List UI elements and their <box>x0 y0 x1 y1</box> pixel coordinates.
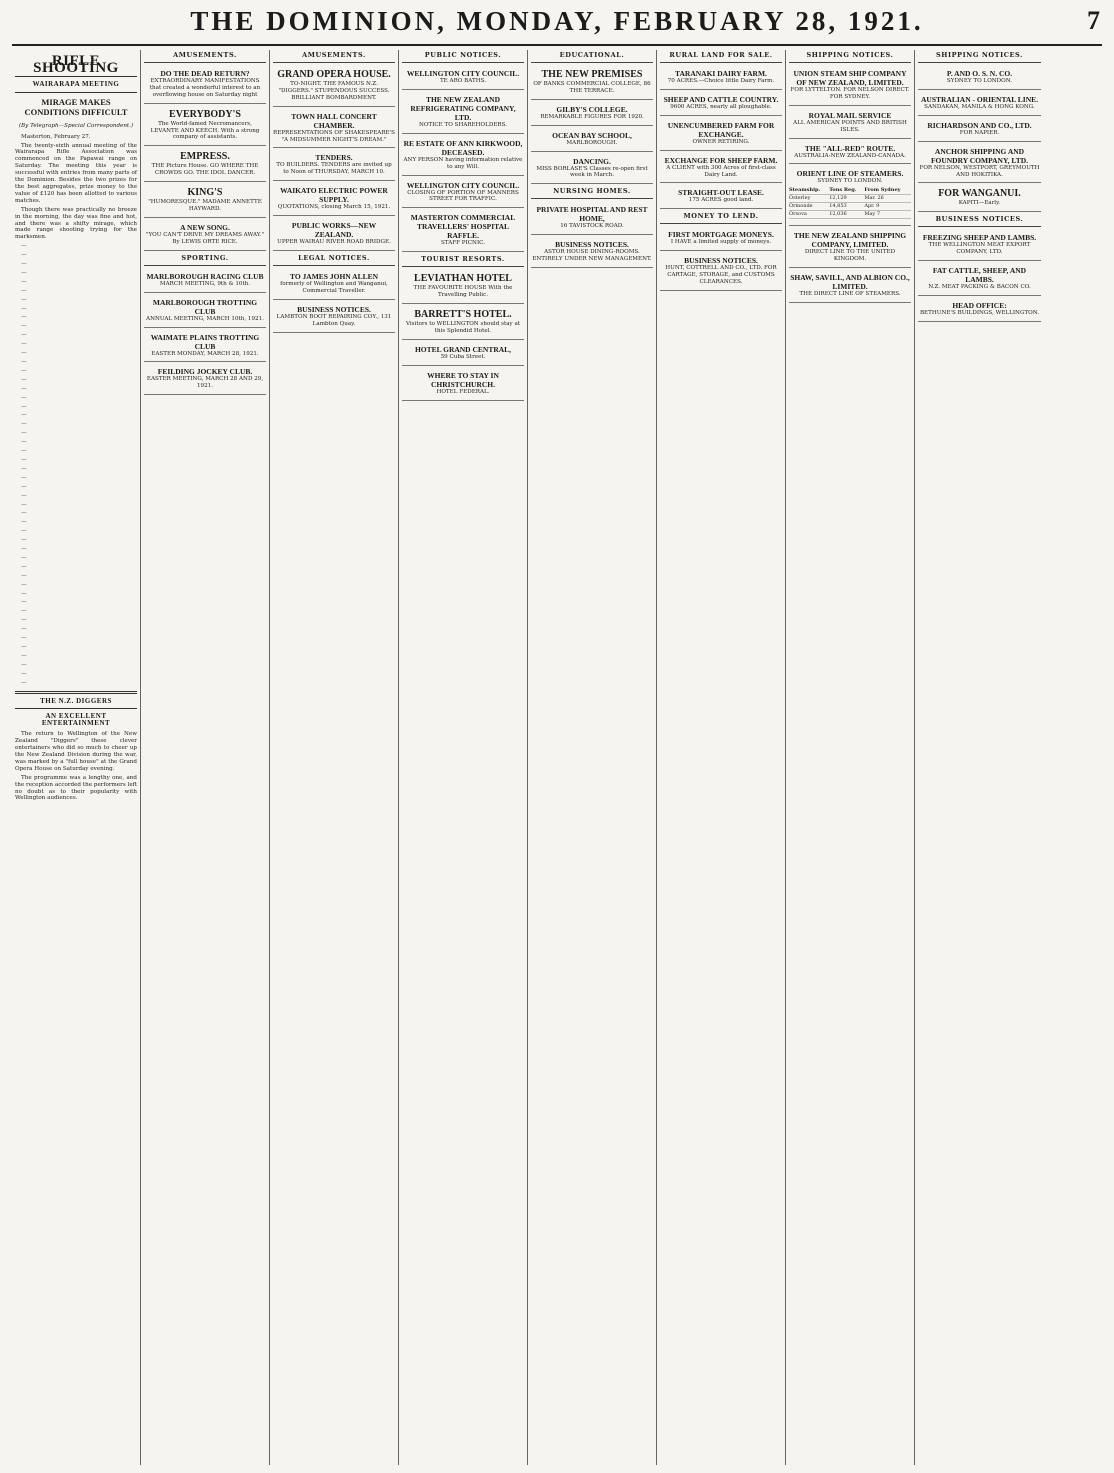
ad-body: REPRESENTATIONS OF SHAKESPEARE'S "A MIDSUMMER NIGHT'S DREAM." <box>273 129 395 143</box>
table-row: Orsova 12,036 May 7 <box>789 211 911 219</box>
ad-title: HOTEL GRAND CENTRAL, <box>414 344 512 354</box>
ad-body: FOR NELSON, WESTPORT, GREYMOUTH AND HOKITIKA. <box>919 164 1040 178</box>
advertisement <box>531 154 653 185</box>
ad-body: "YOU CAN'T DRIVE MY DREAMS AWAY." By LEWIS ORTE RICE. <box>145 231 265 245</box>
advertisement <box>402 178 524 209</box>
ad-title: BARRETT'S HOTEL. <box>414 308 512 320</box>
column-3 <box>270 50 399 1465</box>
section-heading: SHIPPING NOTICES. <box>789 50 911 63</box>
ad-title: THE NEW ZEALAND SHIPPING COMPANY, LIMITED. <box>793 230 907 249</box>
story-filler-text: — — — — — — — — — — — — — — — — — — — — — — — — — — — — — — — — — — — — — — — — — — — — — — — — — — <box>21 243 27 686</box>
section-heading: AMUSEMENTS. <box>273 50 395 63</box>
story-subhead: WAIRARAPA MEETING <box>32 79 120 88</box>
story-headline: RIFLE SHOOTING <box>33 53 119 76</box>
ad-body: EASTER MEETING, MARCH 28 AND 29, 1921. <box>146 376 264 390</box>
ad-body: 9600 ACRES, nearly all ploughable. <box>670 103 772 110</box>
ad-title: MASTERTON COMMERCIAL TRAVELLERS' HOSPITAL RAFFLE. <box>410 213 516 241</box>
section-heading: SPORTING. <box>144 253 266 266</box>
ad-title: LEVIATHAN HOTEL <box>414 273 512 285</box>
ad-body: 70 ACRES.—Choice little Dairy Farm. <box>667 77 775 84</box>
ad-body: EXTRAORDINARY MANIFESTATIONS that created a wonderful interest to an overflowing house on Saturday night <box>149 77 261 98</box>
advertisement <box>531 66 653 100</box>
ad-title: MARLBOROUGH RACING CLUB <box>146 271 264 281</box>
column-7 <box>786 50 915 1465</box>
ad-body: QUOTATIONS, closing March 15, 1921. <box>277 204 391 211</box>
ad-title: WAIMATE PLAINS TROTTING CLUB <box>150 332 260 351</box>
ad-body: NOTICE TO SHAREHOLDERS. <box>418 121 508 128</box>
ad-body: TO-NIGHT. THE FAMOUS N.Z. "DIGGERS." STUPENDOUS SUCCESS. BRILLIANT BOMBARDMENT. <box>278 80 390 101</box>
advertisement <box>273 302 395 333</box>
ad-title: FOR WANGANUI. <box>938 188 1021 200</box>
ad-body: THE FAVOURITE HOUSE With the Travelling Public. <box>413 285 513 299</box>
column-8 <box>915 50 1044 1465</box>
ad-title: WAIKATO ELECTRIC POWER SUPPLY. <box>280 186 388 205</box>
ad-title: EVERYBODY'S <box>169 108 241 120</box>
ad-title: UNENCUMBERED FARM FOR EXCHANGE. <box>667 120 775 139</box>
advertisement <box>918 230 1041 261</box>
section-heading: EDUCATIONAL. <box>531 50 653 63</box>
advertisement <box>789 270 911 303</box>
ad-body: THE WELLINGTON MEAT EXPORT COMPANY, LTD. <box>928 242 1031 256</box>
story-paragraph: The return to Wellington of the New Zealand "Diggers" these clever entertainers who did so much to cheer up the New Zealand Division during the war, was marked by a "full house" at the Grand Opera House on Saturday evening. <box>15 731 137 772</box>
ad-body: SYDNEY TO LONDON. <box>946 77 1013 84</box>
ad-title: TENDERS. <box>315 153 353 163</box>
advertisement <box>918 298 1041 322</box>
ad-body: HOTEL FEDERAL. <box>436 388 490 395</box>
ad-title: WHERE TO STAY IN CHRISTCHURCH. <box>427 370 499 389</box>
advertisement <box>144 184 266 218</box>
advertisement <box>660 227 782 251</box>
story-byline: (By Telegraph—Special Correspondent.) <box>18 122 134 129</box>
ad-title: PRIVATE HOSPITAL AND REST HOME, <box>536 205 648 224</box>
ad-title: FEILDING JOCKEY CLUB. <box>157 367 253 377</box>
ad-body: 16 TAVISTOCK ROAD. <box>560 223 624 230</box>
story-paragraph: The programme was a lengthy one, and the reception accorded the performers left no doubt as to their popularity with Wellington audiences. <box>15 774 137 802</box>
ad-body: A CLIENT with 300 Acres of first-class Dairy Land. <box>666 164 776 178</box>
advertisement <box>789 166 911 226</box>
ad-body: AUSTRALIA-NEW ZEALAND-CANADA. <box>794 152 906 159</box>
ad-body: TE ARO BATHS. <box>439 77 487 84</box>
ad-body: EASTER MONDAY, MARCH 28, 1921. <box>151 350 259 357</box>
masthead <box>12 0 1102 46</box>
ad-title: GRAND OPERA HOUSE. <box>277 68 391 80</box>
ad-title: TARANAKI DAIRY FARM. <box>675 68 767 78</box>
ad-body: 59 Cuba Street. <box>440 353 486 360</box>
advertisement <box>144 295 266 328</box>
ad-body: CLOSING OF PORTION OF MANNERS STREET FOR TRAFFIC. <box>407 189 519 203</box>
ad-body: BETHUNE'S BUILDINGS, WELLINGTON. <box>919 309 1040 316</box>
advertisement <box>402 368 524 401</box>
advertisement <box>144 148 266 182</box>
section-heading: NURSING HOMES. <box>531 186 653 199</box>
section-heading: LEGAL NOTICES. <box>273 253 395 266</box>
ad-body: FOR LYTTELTON. FOR NELSON DIRECT. FOR SYDNEY. <box>790 86 910 100</box>
advertisement <box>144 269 266 293</box>
ad-title: THE NEW PREMISES <box>541 68 643 80</box>
advertisement <box>273 269 395 300</box>
ad-body: ANNUAL MEETING, MARCH 10th, 1921. <box>146 315 264 322</box>
advertisement <box>660 253 782 291</box>
ad-title: PUBLIC WORKS—NEW ZEALAND. <box>291 221 377 240</box>
ad-body: OF BANKS COMMERCIAL COLLEGE, 86 THE TERRACE. <box>533 80 651 94</box>
advertisement <box>402 66 524 90</box>
story-deck: MIRAGE MAKES CONDITIONS DIFFICULT <box>24 96 128 117</box>
ad-title: OCEAN BAY SCHOOL, <box>552 130 632 140</box>
advertisement <box>402 342 524 366</box>
advertisement <box>144 330 266 363</box>
ad-body: THE DIRECT LINE OF STEAMERS. <box>799 290 901 297</box>
table-header: From Sydney <box>864 187 911 194</box>
ad-title: RICHARDSON AND CO., LTD. <box>927 120 1032 130</box>
table-header: Steamship. <box>789 187 829 194</box>
ad-body: THE Picture House. GO WHERE THE CROWDS GO. THE IDOL DANCER. <box>151 163 259 177</box>
advertisement <box>531 102 653 126</box>
advertisement <box>531 202 653 235</box>
advertisement <box>531 128 653 152</box>
ad-title: TO JAMES JOHN ALLEN <box>289 271 378 281</box>
ad-body: I HAVE a limited supply of moneys. <box>670 239 772 246</box>
ad-body: HUNT, COTTRELL AND CO., LTD. FOR CARTAGE, STORAGE, and CUSTOMS CLEARANCES. <box>665 265 777 285</box>
ad-title: A NEW SONG. <box>180 222 230 232</box>
advertisement <box>144 66 266 104</box>
ad-title: THE "ALL-RED" ROUTE. <box>804 143 896 153</box>
page-number: 7 <box>1087 6 1100 35</box>
ad-body: STAFF PICNIC. <box>440 240 486 247</box>
story-paragraph: Though there was practically no breeze in the morning, the day was fine and hot, and there was a shifty mirage, which made range shooting trying for the marksmen. <box>15 206 137 241</box>
advertisement <box>918 144 1041 184</box>
advertisement <box>273 150 395 181</box>
advertisement <box>918 92 1041 116</box>
newspaper-page <box>12 50 1102 1465</box>
advertisement <box>402 270 524 304</box>
ad-title: MARLBOROUGH TROTTING CLUB <box>152 297 258 316</box>
ad-title: RE ESTATE OF ANN KIRKWOOD, DECEASED. <box>403 138 523 157</box>
ad-body: MARLBOROUGH. <box>566 139 618 146</box>
ad-title: DANCING. <box>573 156 611 166</box>
ad-body: UPPER WAIRAU RIVER ROAD BRIDGE. <box>277 239 391 246</box>
ad-title: P. AND O. S. N. CO. <box>946 68 1013 78</box>
ad-title: KING'S <box>187 187 223 199</box>
ad-body: KAPITI—Early. <box>958 200 1001 207</box>
column-4 <box>399 50 528 1465</box>
ad-title: WELLINGTON CITY COUNCIL. <box>406 180 520 190</box>
ad-title: EMPRESS. <box>180 151 230 163</box>
ad-body: TO BUILDERS. TENDERS are invited up to Noon of THURSDAY, MARCH 10. <box>276 162 392 176</box>
ad-title: BUSINESS NOTICES. <box>684 256 758 266</box>
advertisement <box>273 66 395 107</box>
ad-title: DO THE DEAD RETURN? <box>160 68 250 78</box>
ad-title: WELLINGTON CITY COUNCIL. <box>406 68 520 78</box>
advertisement <box>789 228 911 268</box>
section-heading: RURAL LAND FOR SALE. <box>660 50 782 63</box>
advertisement <box>789 141 911 165</box>
ad-title: EXCHANGE FOR SHEEP FARM. <box>664 155 778 165</box>
section-heading: AMUSEMENTS. <box>144 50 266 63</box>
ad-title: GILBY'S COLLEGE. <box>556 104 628 114</box>
column-1 <box>12 50 141 1465</box>
table-header: Tons Reg. <box>829 187 864 194</box>
ad-body: N.Z. MEAT PACKING & BACON CO. <box>928 284 1031 291</box>
ad-body: MARCH MEETING, 9th & 10th. <box>159 280 251 287</box>
advertisement <box>273 183 395 216</box>
ad-title: TOWN HALL CONCERT CHAMBER. <box>291 111 377 130</box>
ad-title: FIRST MORTGAGE MONEYS. <box>668 230 774 240</box>
advertisement <box>273 218 395 251</box>
newspaper-title: THE DOMINION, MONDAY, FEBRUARY 28, 1921. <box>190 6 924 36</box>
story-paragraph: Masterton, February 27. <box>21 133 91 140</box>
ad-title: FREEZING SHEEP AND LAMBS. <box>922 233 1037 243</box>
diggers-subhead: AN EXCELLENT ENTERTAINMENT <box>41 712 111 728</box>
advertisement <box>789 66 911 106</box>
ad-body: SANDAKAN, MANILA & HONG KONG. <box>924 103 1035 110</box>
advertisement <box>918 66 1041 90</box>
ad-body: The World-famed Necromancers, LEVANTE AND KEECH. With a strong company of assistants. <box>150 120 260 141</box>
ad-title: SHAW, SAVILL, AND ALBION CO., LIMITED. <box>790 272 910 291</box>
column-6 <box>657 50 786 1465</box>
column-5 <box>528 50 657 1465</box>
advertisement <box>660 185 782 209</box>
ad-body: ANY PERSON having information relative to any Will. <box>403 156 523 170</box>
table-row: Ormonde 14,853 Apr. 9 <box>789 203 911 211</box>
advertisement <box>144 364 266 395</box>
ad-title: UNION STEAM SHIP COMPANY OF NEW ZEALAND, LIMITED. <box>793 68 907 87</box>
advertisement <box>144 220 266 251</box>
ad-title: FAT CATTLE, SHEEP, AND LAMBS. <box>932 266 1027 285</box>
ad-title: ORIENT LINE OF STEAMERS. <box>796 169 904 179</box>
ad-body: "HUMORESQUE." MADAME ANNETTE HAYWARD. <box>148 199 262 213</box>
ad-body: REMARKABLE FIGURES FOR 1920. <box>540 113 644 120</box>
advertisement <box>144 106 266 147</box>
ad-body: FOR NAPIER. <box>959 129 1000 136</box>
advertisement <box>531 237 653 268</box>
section-heading: MONEY TO LEND. <box>660 211 782 224</box>
advertisement <box>402 92 524 134</box>
section-heading: TOURIST RESORTS. <box>402 254 524 267</box>
ad-title: BUSINESS NOTICES. <box>555 240 629 250</box>
advertisement <box>273 109 395 149</box>
advertisement <box>660 66 782 90</box>
ad-title: AUSTRALIAN - ORIENTAL LINE. <box>921 94 1038 104</box>
sailing-table <box>789 187 911 219</box>
advertisement <box>918 118 1041 142</box>
advertisement <box>918 263 1041 296</box>
ad-body: 175 ACRES good land. <box>688 197 754 204</box>
advertisement <box>918 185 1041 212</box>
ad-title: BUSINESS NOTICES. <box>297 304 371 314</box>
section-heading: BUSINESS NOTICES. <box>918 214 1041 227</box>
advertisement <box>660 118 782 151</box>
section-heading: PUBLIC NOTICES. <box>402 50 524 63</box>
ad-body: SYDNEY TO LONDON. <box>817 178 883 185</box>
ad-title: ANCHOR SHIPPING AND FOUNDRY COMPANY, LTD. <box>930 146 1029 165</box>
story-paragraph: The twenty-sixth annual meeting of the Wairarapa Rifle Association was commenced on the Papawai range on Saturday. The meeting this year is successful with entries from many parts of the Dominion. Besides the two prizes for the best aggregates, prize money to the value of £120 has been allotted to various matches. <box>15 142 137 204</box>
ad-title: THE NEW ZEALAND REFRIGERATING COMPANY, LTD. <box>410 94 516 122</box>
advertisement <box>660 92 782 116</box>
diggers-headline: THE N.Z. DIGGERS <box>40 696 112 705</box>
ad-title: ROYAL MAIL SERVICE <box>808 110 892 120</box>
table-row: Osterley 12,129 Mar. 26 <box>789 195 911 203</box>
advertisement <box>402 210 524 252</box>
section-heading: SHIPPING NOTICES. <box>918 50 1041 63</box>
ad-title: HEAD OFFICE: <box>952 300 1007 310</box>
advertisement <box>402 306 524 340</box>
ad-body: formerly of Wellington and Wanganui, Commercial Traveller. <box>280 280 388 294</box>
ad-body: ASTOR HOUSE DINING-ROOMS. ENTIRELY UNDER NEW MANAGEMENT. <box>532 249 652 263</box>
ad-body: Visitors to WELLINGTON should stay at this Splendid Hotel. <box>405 320 521 334</box>
column-2 <box>141 50 270 1465</box>
ad-body: LAMBTON BOOT REPAIRING COY., 131 Lambton Quay. <box>276 313 392 327</box>
advertisement <box>660 153 782 184</box>
advertisement <box>402 136 524 176</box>
ad-title: SHEEP AND CATTLE COUNTRY. <box>663 94 779 104</box>
ad-body: MISS BORLASE'S Classes re-open first week in March. <box>536 165 648 179</box>
ad-body: ALL AMERICAN POINTS AND BRITISH ISLES. <box>793 119 907 133</box>
ad-body: DIRECT LINE TO THE UNITED KINGDOM. <box>804 248 896 262</box>
advertisement <box>789 108 911 139</box>
ad-title: STRAIGHT-OUT LEASE. <box>678 188 764 198</box>
ad-body: OWNER RETIRING. <box>692 138 750 145</box>
